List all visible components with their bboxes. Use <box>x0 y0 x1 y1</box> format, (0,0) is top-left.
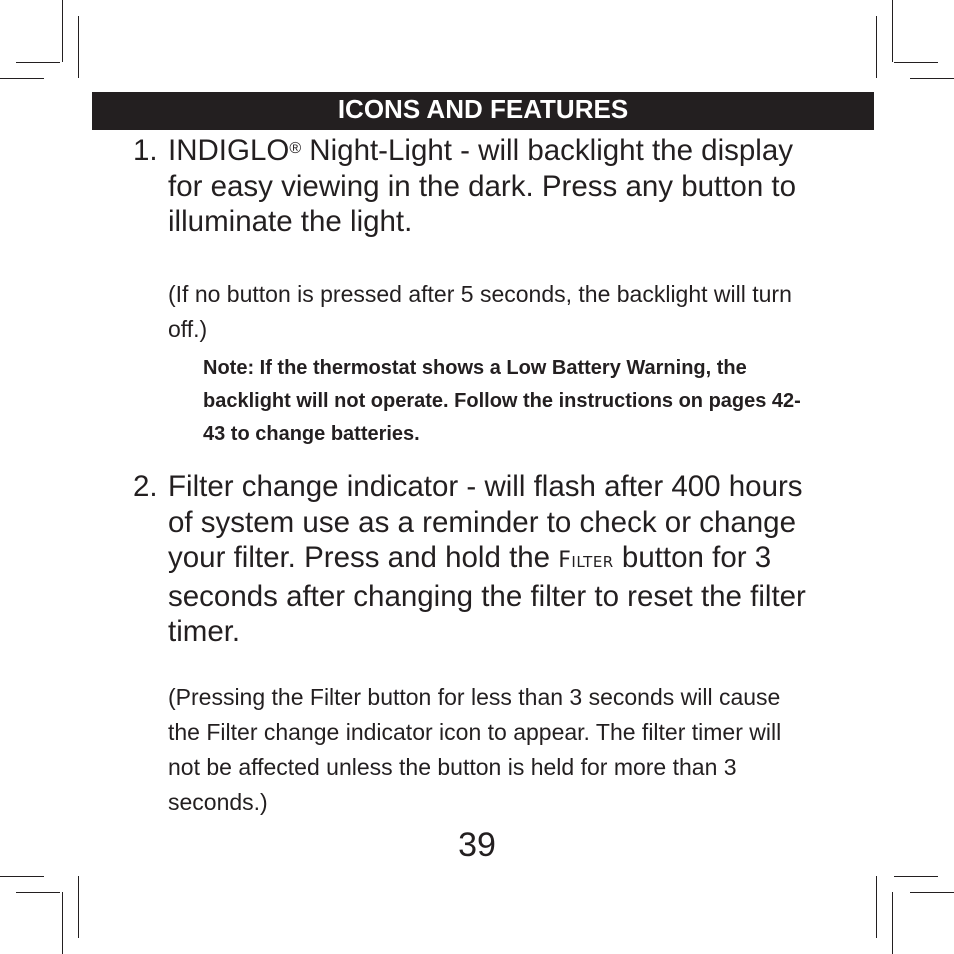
item-description: Night-Light - will backlight the display for easy viewing in the dark. Press any button to illuminate the light. <box>168 134 797 238</box>
crop-mark <box>16 62 60 63</box>
crop-mark <box>0 876 44 877</box>
list-number: 2. <box>133 470 158 503</box>
section-title: ICONS AND FEATURES <box>92 92 874 130</box>
crop-mark <box>892 0 893 62</box>
crop-mark <box>62 892 63 954</box>
crop-mark <box>16 892 60 893</box>
crop-mark <box>62 0 63 62</box>
parenthetical-note: (If no button is pressed after 5 seconds, the backlight will turn off.) <box>168 281 792 342</box>
parenthetical-note: (Pressing the Filter button for less than 3 seconds will cause the Filter change indicator icon to appear. The filter timer will not be affected unless the button is held for more than 3 seconds.) <box>168 684 782 815</box>
crop-mark <box>894 62 938 63</box>
item-description: Filter change indicator - will flash after 400 hours of system use as a reminder to check or change your filter. Press and hold the <box>168 470 803 574</box>
list-item-filter <box>133 469 833 650</box>
registered-mark: ® <box>289 140 302 157</box>
crop-mark <box>876 876 877 938</box>
list-item-indiglo <box>133 133 833 240</box>
list-item-text <box>168 469 833 650</box>
crop-mark <box>0 78 44 79</box>
crop-mark <box>910 892 954 893</box>
list-item-text <box>168 133 833 240</box>
crop-mark <box>910 78 954 79</box>
crop-mark <box>78 16 79 78</box>
list-number: 1. <box>133 134 158 167</box>
crop-mark <box>894 876 938 877</box>
battery-note: Note: If the thermostat shows a Low Battery Warning, the backlight will not operate. Follow the instructions on pages 42-43 to change batteries. <box>203 357 801 445</box>
item-description-continued: button for 3 seconds after changing the filter to reset the filter timer. <box>168 541 806 648</box>
crop-mark <box>892 892 893 954</box>
brand-name: INDIGLO <box>168 134 290 167</box>
page-number: 39 <box>458 826 496 864</box>
filter-button-name: Filter <box>558 548 614 573</box>
crop-mark <box>78 876 79 938</box>
crop-mark <box>876 16 877 78</box>
